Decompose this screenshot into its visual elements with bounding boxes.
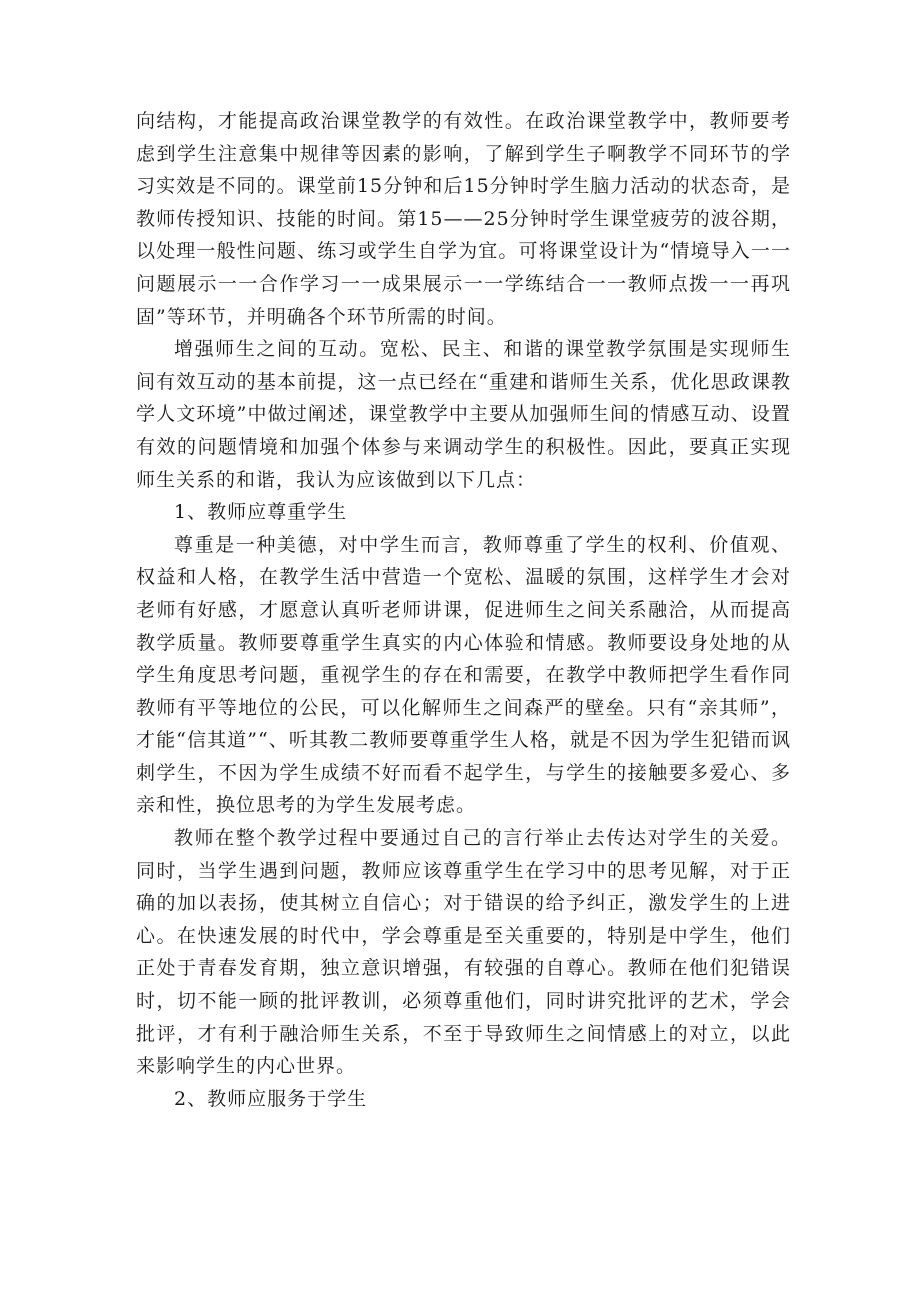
paragraph-teacher-student-interaction: 增强师生之间的互动。宽松、民主、和谐的课堂教学氛围是实现师生间有效互动的基本前提，这一点已经在“重建和谐师生关系，优化思政课教学人文环境”中做过阐述，课堂教学中主要从加强师生间的情感互动、设置有效的问题情境和加强个体参与来调动学生的积极性。因此，要真正实现师生关系的和谐，我认为应该做到以下几点：	[136, 338, 791, 491]
section-heading-respect-students: 1、教师应尊重学生	[174, 501, 348, 524]
document-page	[136, 105, 791, 1115]
paragraph-structure-continuation: 向结构，才能提高政治课堂教学的有效性。在政治课堂教学中，教师要考虑到学生注意集中规律等因素的影响，了解到学生子啊教学不同环节的学习实效是不同的。课堂前15分钟和后15分钟时学生脑力活动的状态奇，是教师传授知识、技能的时间。第15——25分钟时学生课堂疲劳的波谷期，以处理一般性问题、练习或学生自学为宜。可将课堂设计为“情境导入一一问题展示一一合作学习一一成果展示一一学练结合一一教师点拨一一再巩固”等环节，并明确各个环节所需的时间。	[136, 110, 791, 328]
paragraph-respect-virtue: 尊重是一种美德，对中学生而言，教师尊重了学生的权利、价值观、权益和人格，在教学生活中营造一个宽松、温暖的氛围，这样学生才会对老师有好感，才愿意认真听老师讲课，促进师生之间关系融洽，从而提高教学质量。教师要尊重学生真实的内心体验和情感。教师要设身处地的从学生角度思考问题，重视学生的存在和需要，在教学中教师把学生看作同教师有平等地位的公民，可以化解师生之间森严的壁垒。只有“亲其师”，才能“信其道”“、听其教二教师要尊重学生人格，就是不因为学生犯错而讽刺学生，不因为学生成绩不好而看不起学生，与学生的接触要多爱心、多亲和性，换位思考的为学生发展考虑。	[136, 533, 791, 817]
section-heading-serve-students: 2、教师应服务于学生	[174, 1087, 368, 1110]
paragraph-teacher-care: 教师在整个教学过程中要通过自己的言行举止去传达对学生的关爱。同时，当学生遇到问题，教师应该尊重学生在学习中的思考见解，对于正确的加以表扬，使其树立自信心；对于错误的给予纠正，激发学生的上进心。在快速发展的时代中，学会尊重是至关重要的，特别是中学生，他们正处于青春发育期，独立意识增强，有较强的自尊心。教师在他们犯错误时，切不能一顾的批评教训，必须尊重他们，同时讲究批评的艺术，学会批评，才有利于融洽师生关系，不至于导致师生之间情感上的对立，以此来影响学生的内心世界。	[136, 827, 791, 1078]
